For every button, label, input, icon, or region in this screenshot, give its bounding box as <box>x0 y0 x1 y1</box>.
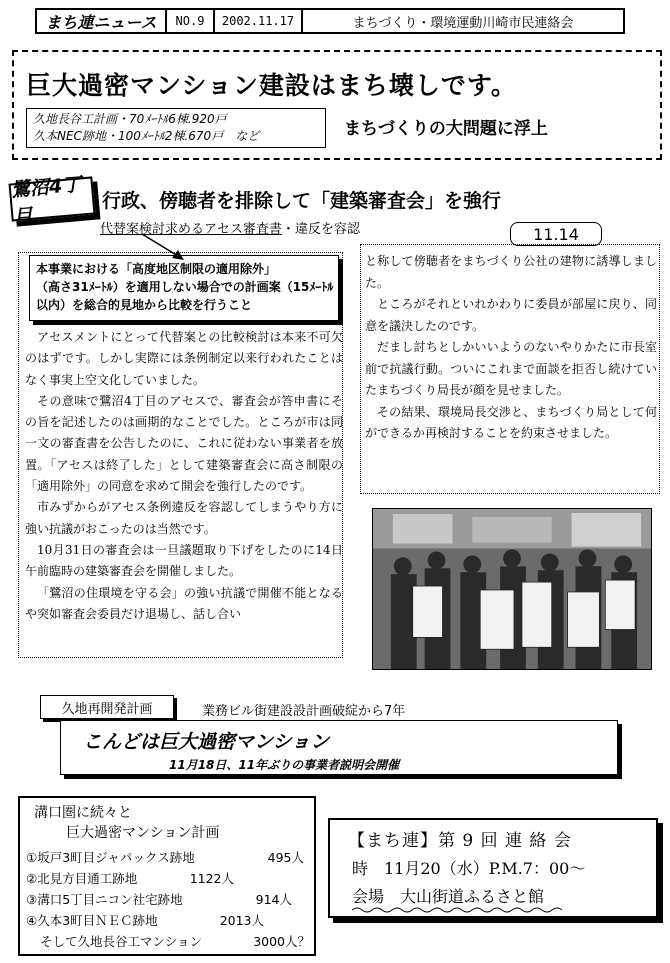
issue-statement: まちづくりの大問題に浮上 <box>344 119 548 139</box>
projects-list-box <box>18 796 316 956</box>
paragraph: 市みずからがアセス条例違反を容認してしまうやり方に強い抗議がおこったのは当然です。 <box>25 500 343 536</box>
headline-box <box>12 50 662 160</box>
quote-callout <box>29 255 339 321</box>
paragraph: その結果、環境局長交渉と、まちづくり局として何ができるか再検討することを約束させました。 <box>365 404 657 440</box>
arrow-icon <box>140 232 190 262</box>
list-item-count: 1122人 <box>189 871 234 886</box>
list-item <box>40 932 310 950</box>
list-subheading: 巨大過密マンション計画 <box>66 825 220 841</box>
right-body-text <box>365 251 657 445</box>
paragraph: アセスメントにとって代替案との比較検討は本来不可欠のはずです。しかし実際には条例制定以来行われたことはなく事実上空文化していました。 <box>25 330 343 387</box>
list-item-count: 914人 <box>255 892 292 907</box>
callout-line: 以内）を総合的見地から比較を行うこと <box>36 298 253 312</box>
subheadline-underlined: 代替案検討求めるアセス審査書 <box>100 222 282 237</box>
section3-title: こんどは巨大過密マンション <box>83 731 330 753</box>
article-right-column <box>360 244 660 494</box>
paragraph: その意味で鷺沼4丁目のアセスで、審査会が答申書にその旨を記述したのは画期的なことでした。ところが市は同一文の審査書を公告したのに、これに従わない事業者を放置。「アセスは終了した」として建築審査会に高さ制限の「適用除外」の同意を求めて開会を強行したのです。 <box>25 393 343 494</box>
left-body-text <box>25 327 343 625</box>
meeting-title: 【まち連】第 9 回 連 絡 会 <box>348 831 572 851</box>
meeting-time: 時 11月20（水）P.M.7：00～ <box>352 859 586 878</box>
section3-note: 11月18日、11年ぶりの事業者説明会開催 <box>169 758 400 772</box>
list-heading: 溝口圏に続々と <box>34 805 132 821</box>
organization-name: まちづくり・環境運動川崎市民連絡会 <box>352 15 574 31</box>
fact-line: 久本NEC跡地・100ﾒｰﾄﾙ2棟.670戸 など <box>33 129 260 143</box>
fact-line: 久地長谷工計画・70ﾒｰﾄﾙ6棟.920戸 <box>33 112 227 126</box>
article-left-column <box>18 252 343 658</box>
event-date-badge: 11.14 <box>510 222 602 246</box>
list-item <box>26 848 312 866</box>
paragraph: ところがそれといれかわりに委員が部屋に戻り、同意を議決したのです。 <box>365 297 657 333</box>
section3-subtitle: 業務ビル街建設設計画破綻から7年 <box>202 704 406 719</box>
location-stamp: 鷺沼4丁目 <box>9 176 96 221</box>
meeting-notice-box <box>328 818 658 918</box>
list-item-name: ②北見方目通工跡地 <box>26 871 138 886</box>
callout-line: （高さ31ﾒｰﾄﾙ）を適用しない場合での計画案（15ﾒｰﾄﾙ <box>36 280 334 294</box>
paragraph: 10月31日の審査会は一旦議題取り下げをしたのに14日午前臨時の建築審査会を開催しました。 <box>25 542 343 579</box>
paragraph: だまし討ちとしかいいようのないやりかたに市長室前で抗議行動。ついにこれまで面談を拒否し続けていたまちづくり局長が顔を見せました。 <box>365 340 657 397</box>
protest-photo <box>372 508 652 670</box>
list-item-name: そして久地長谷工マンション <box>40 934 202 949</box>
newsletter-brand: まち連ニュース <box>37 10 167 32</box>
list-item-name: ④久本3町目ＮＥＣ跡地 <box>26 913 158 928</box>
list-item <box>26 890 312 908</box>
section-headline: 行政、傍聴者を排除して「建築審査会」を強行 <box>102 190 502 212</box>
paragraph: と称して傍聴者をまちづくり公社の建物に誘導しました。 <box>365 254 657 290</box>
callout-line: 本事業における「高度地区制限の適用除外」 <box>36 262 277 276</box>
list-item-count: 495人 <box>267 850 304 865</box>
list-item-count: 2013人 <box>219 913 264 928</box>
main-headline: 巨大過密マンション建設はまち壊しです。 <box>26 71 517 100</box>
subheadline-rest: ・違反を容認 <box>281 222 360 237</box>
list-item-name: ①坂戸3町目ジャパックス跡地 <box>26 850 195 865</box>
issue-date: 2002.11.17 <box>215 10 303 32</box>
list-item <box>26 911 312 929</box>
newsletter-header <box>35 8 625 34</box>
issue-number: NO.9 <box>167 10 215 32</box>
facts-box <box>26 108 326 148</box>
paragraph: 「鷺沼の住環境を守る会」の強い抗議で開催不能となるや突如審査会委員だけ退場し、話し合い <box>25 585 343 621</box>
list-item-count: 3000人？ <box>253 934 310 949</box>
section-tag: 久地再開発計画 <box>40 695 174 719</box>
section3-banner <box>60 720 618 775</box>
meeting-venue: 会場 大山街道ふるさと館 <box>352 887 545 906</box>
list-item-name: ③溝口5丁目ニコン社宅跡地 <box>26 892 183 907</box>
wavy-underline <box>352 906 562 914</box>
list-item <box>26 869 312 887</box>
